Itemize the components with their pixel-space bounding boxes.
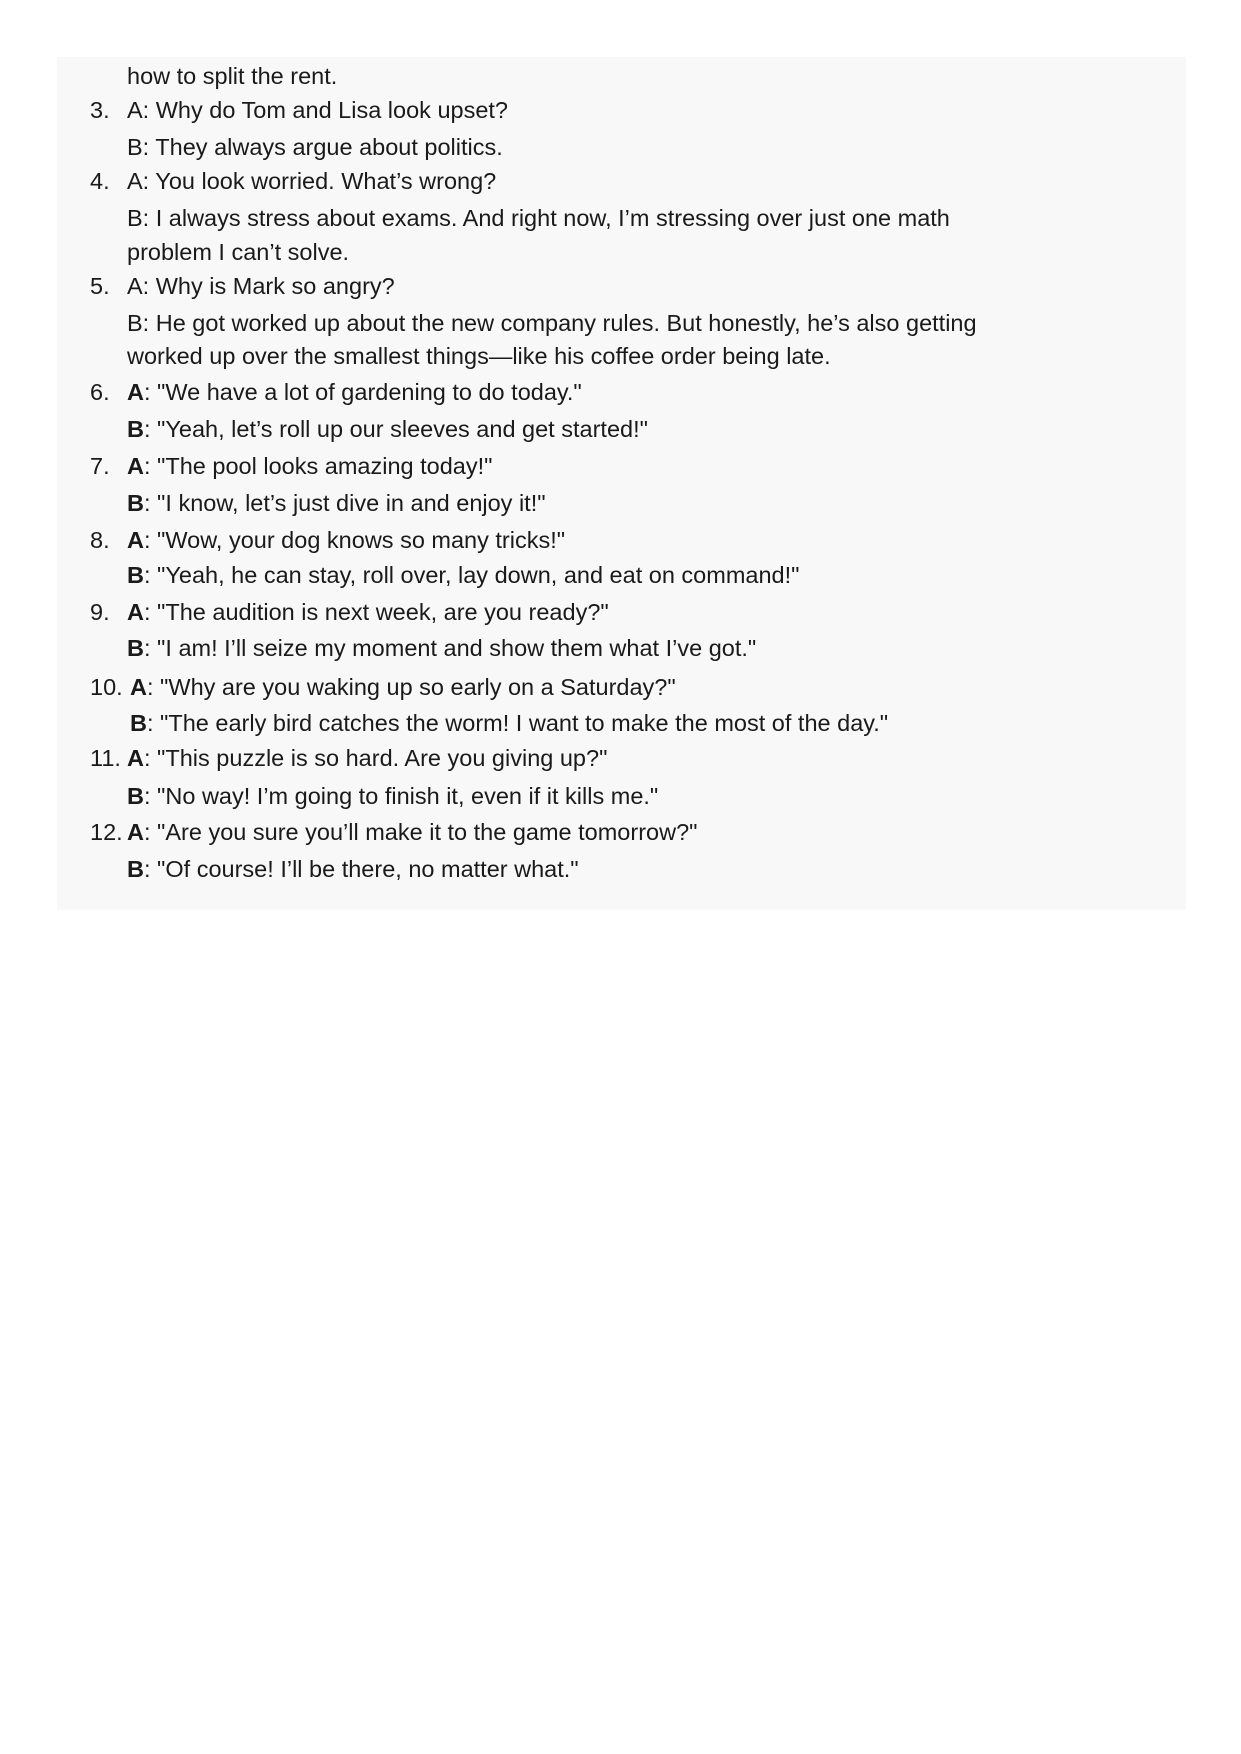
line-a-text: : "Are you sure you’ll make it to the game tomorrow?" [143,819,698,845]
line-a-text: : "Why are you waking up so early on a Saturday?" [146,674,676,700]
speaker-a: A [127,453,144,479]
line-a: A: You look worried. What’s wrong? [127,168,497,194]
speaker-b: B [130,710,147,736]
line-a-text: : "This puzzle is so hard. Are you giving up?" [143,745,608,771]
item-number: 12. [90,819,123,845]
speaker-a: A [127,745,144,771]
item-11-b [127,778,658,814]
speaker-b: B [127,490,144,516]
item-10-a [90,669,676,705]
item-11-a [90,740,608,776]
item-5-b: B: He got worked up about the new company rules. But honestly, he’s also getting [127,310,977,336]
line-b-text: : "I know, let’s just dive in and enjoy it!" [143,490,546,516]
item-8-a [90,522,566,558]
speaker-a: A [127,527,144,553]
item-number: 9. [90,599,110,625]
item-3-b: B: They always argue about politics. [127,134,503,160]
line-a-text: : "The pool looks amazing today!" [143,453,493,479]
item-7-a [90,448,493,484]
line-b-text: : "No way! I’m going to finish it, even if it kills me." [143,783,659,809]
speaker-a: A [127,599,144,625]
line-a-text: : "The audition is next week, are you ready?" [143,599,609,625]
line-a-text: : "Wow, your dog knows so many tricks!" [143,527,566,553]
item-9-b [127,630,756,666]
item-5-a [90,268,395,304]
line-a-text: : "We have a lot of gardening to do today." [143,379,582,405]
speaker-b: B [127,562,144,588]
speaker-b: B [127,856,144,882]
line-b-text: : "Of course! I’ll be there, no matter what." [143,856,579,882]
line-b-text: : "The early bird catches the worm! I want to make the most of the day." [146,710,889,736]
speaker-a: A [127,819,144,845]
speaker-b: B [127,635,144,661]
item-number: 6. [90,379,110,405]
item-number: 4. [90,168,110,194]
item-4-b: B: I always stress about exams. And right now, I’m stressing over just one math [127,205,950,231]
speaker-a: A [127,379,144,405]
line-a: A: Why do Tom and Lisa look upset? [127,97,509,123]
item-4-a [90,163,497,199]
item-6-b [127,411,648,447]
item-4-b-cont: problem I can’t solve. [127,239,350,265]
item-9-a [90,594,609,630]
continuation-line: how to split the rent. [127,63,338,89]
item-7-b [127,485,546,521]
speaker-b: B [127,416,144,442]
speaker-b: B [127,783,144,809]
line-a: A: Why is Mark so angry? [127,273,395,299]
item-number: 7. [90,453,110,479]
item-12-b [127,851,579,887]
item-number: 10. [90,674,123,700]
item-number: 3. [90,97,110,123]
item-number: 11. [90,745,121,771]
speaker-a: A [130,674,147,700]
item-10-b [130,705,888,741]
item-number: 8. [90,527,110,553]
item-6-a [90,374,582,410]
item-3-a [90,92,509,128]
item-5-b-cont: worked up over the smallest things—like his coffee order being late. [127,343,831,369]
item-8-b [127,557,799,593]
item-12-a [90,814,698,850]
line-b-text: : "Yeah, he can stay, roll over, lay down, and eat on command!" [143,562,800,588]
line-b-text: : "Yeah, let’s roll up our sleeves and get started!" [143,416,648,442]
line-b-text: : "I am! I’ll seize my moment and show them what I’ve got." [143,635,757,661]
item-number: 5. [90,273,110,299]
